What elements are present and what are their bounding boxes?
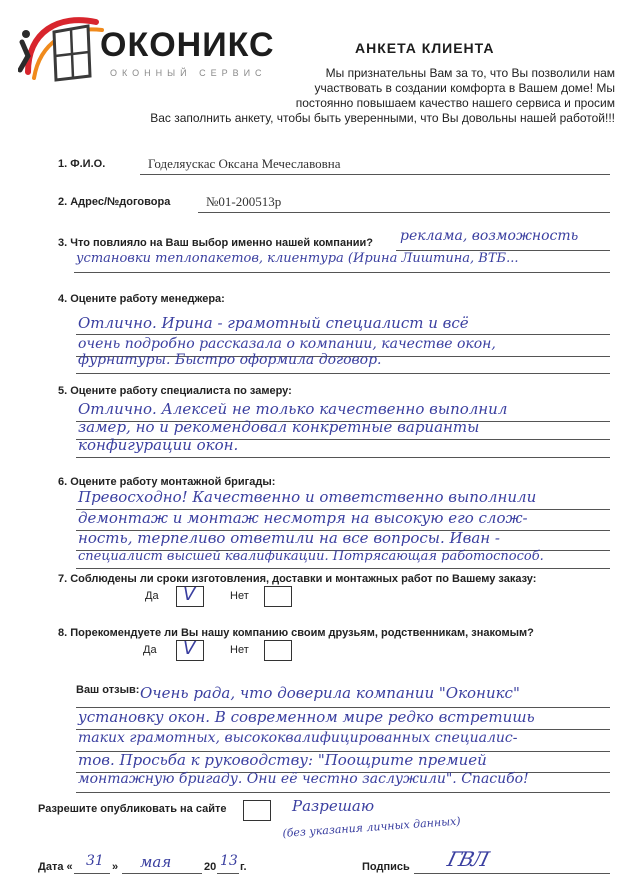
q3-answer-line[interactable]: установки теплопакетов, клиентура (Ирина Лиштина, ВТБ...	[76, 251, 519, 266]
q5-answer-line[interactable]: конфигурации окон.	[78, 436, 239, 454]
signature-underline	[414, 873, 610, 874]
q8-no-label: Нет	[230, 644, 249, 656]
q6-answer-line[interactable]: специалист высшей квалификации. Потрясающая работоспособ.	[78, 549, 544, 564]
q8-no-checkbox[interactable]	[264, 640, 292, 661]
q2-underline	[198, 212, 610, 213]
review-line[interactable]: установку окон. В современном мире редко встретишь	[78, 708, 535, 726]
date-month-underline	[122, 873, 202, 874]
q2-label: 2. Адрес/№договора	[58, 196, 171, 208]
review-line[interactable]: Очень рада, что доверила компании "Оконикс"	[140, 684, 520, 702]
q8-yes-label: Да	[143, 644, 157, 656]
q8-label: 8. Порекомендуете ли Вы нашу компанию своим друзьям, родственникам, знакомым?	[58, 627, 534, 639]
publish-answer[interactable]: Разрешаю	[292, 797, 375, 815]
q4-answer-line[interactable]: очень подробно рассказала о компании, качестве окон,	[78, 336, 496, 352]
form-title: АНКЕТА КЛИЕНТА	[355, 40, 495, 56]
date-year-prefix: 20	[204, 861, 217, 873]
checkmark-icon: V	[183, 584, 196, 605]
review-line[interactable]: тов. Просьба к руководству: "Поощрите премией	[78, 751, 487, 769]
q3-label: 3. Что повлияло на Ваш выбор именно нашей компании?	[58, 237, 373, 249]
review-line[interactable]: таких грамотных, высококвалифицированных специалис-	[78, 730, 518, 746]
intro-text	[15, 66, 615, 126]
q1-answer[interactable]: Годеляускас Оксана Мечеславовна	[148, 156, 341, 171]
checkmark-icon: V	[183, 638, 196, 659]
signature-label: Подпись	[362, 861, 410, 873]
intro-line: участвовать в создании комфорта в Вашем доме! Мы	[314, 81, 615, 95]
date-year[interactable]: 13	[220, 853, 238, 869]
q3-underline	[74, 272, 610, 273]
q7-yes-checkbox[interactable]	[176, 586, 204, 607]
q3-answer-line[interactable]: реклама, возможность	[400, 228, 579, 244]
q4-answer-line[interactable]: Отлично. Ирина - грамотный специалист и всё	[78, 314, 469, 332]
intro-line: постоянно повышаем качество нашего сервиса и просим	[295, 96, 615, 110]
q5-label: 5. Оцените работу специалиста по замеру:	[58, 385, 292, 397]
q4-underline	[76, 334, 610, 335]
q6-underline	[76, 568, 610, 569]
date-day[interactable]: 31	[86, 853, 104, 869]
intro-line: Вас заполнить анкету, чтобы быть уверенными, что Вы довольны нашей работой!!!	[150, 111, 615, 125]
q6-answer-line[interactable]: ность, терпеливо ответили на все вопросы. Иван -	[78, 529, 500, 547]
date-label: Дата «	[38, 861, 73, 873]
q7-yes-label: Да	[145, 590, 159, 602]
q8-yes-checkbox[interactable]	[176, 640, 204, 661]
q6-answer-line[interactable]: демонтаж и монтаж несмотря на высокую его слож-	[78, 509, 528, 527]
q2-answer[interactable]: №01-200513р	[206, 194, 282, 209]
q7-label: 7. Соблюдены ли сроки изготовления, доставки и монтажных работ по Вашему заказу:	[58, 573, 537, 585]
intro-line: Мы признательны Вам за то, что Вы позволили нам	[325, 66, 615, 80]
q6-label: 6. Оцените работу монтажной бригады:	[58, 476, 276, 488]
q1-underline	[140, 174, 610, 175]
review-label: Ваш отзыв:	[76, 684, 140, 696]
date-year-underline	[217, 873, 239, 874]
logo-subtitle: ОКОННЫЙ СЕРВИС	[110, 68, 267, 78]
q7-no-label: Нет	[230, 590, 249, 602]
signature[interactable]: ГВЛ	[445, 847, 490, 871]
date-day-underline	[74, 873, 110, 874]
q5-answer-line[interactable]: замер, но и рекомендовал конкретные варианты	[78, 418, 480, 436]
q4-underline	[76, 373, 610, 374]
publish-note: (без указания личных данных)	[282, 814, 461, 840]
publish-checkbox[interactable]	[243, 800, 271, 821]
q4-answer-line[interactable]: фурнитуры. Быстро оформила договор.	[78, 352, 382, 368]
q5-underline	[76, 457, 610, 458]
logo-name: ОКОНИКС	[100, 26, 275, 64]
q7-no-checkbox[interactable]	[264, 586, 292, 607]
q4-label: 4. Оцените работу менеджера:	[58, 293, 225, 305]
q1-label: 1. Ф.И.О.	[58, 158, 106, 170]
review-underline	[76, 792, 610, 793]
date-month[interactable]: мая	[140, 853, 172, 871]
review-line[interactable]: монтажную бригаду. Они её честно заслужили". Спасибо!	[78, 771, 529, 787]
q6-answer-line[interactable]: Превосходно! Качественно и ответственно выполнили	[78, 488, 537, 506]
q5-answer-line[interactable]: Отлично. Алексей не только качественно выполнил	[78, 400, 508, 418]
date-year-end: г.	[240, 861, 247, 873]
publish-label: Разрешите опубликовать на сайте	[38, 803, 227, 815]
date-close-quote: »	[112, 861, 119, 873]
